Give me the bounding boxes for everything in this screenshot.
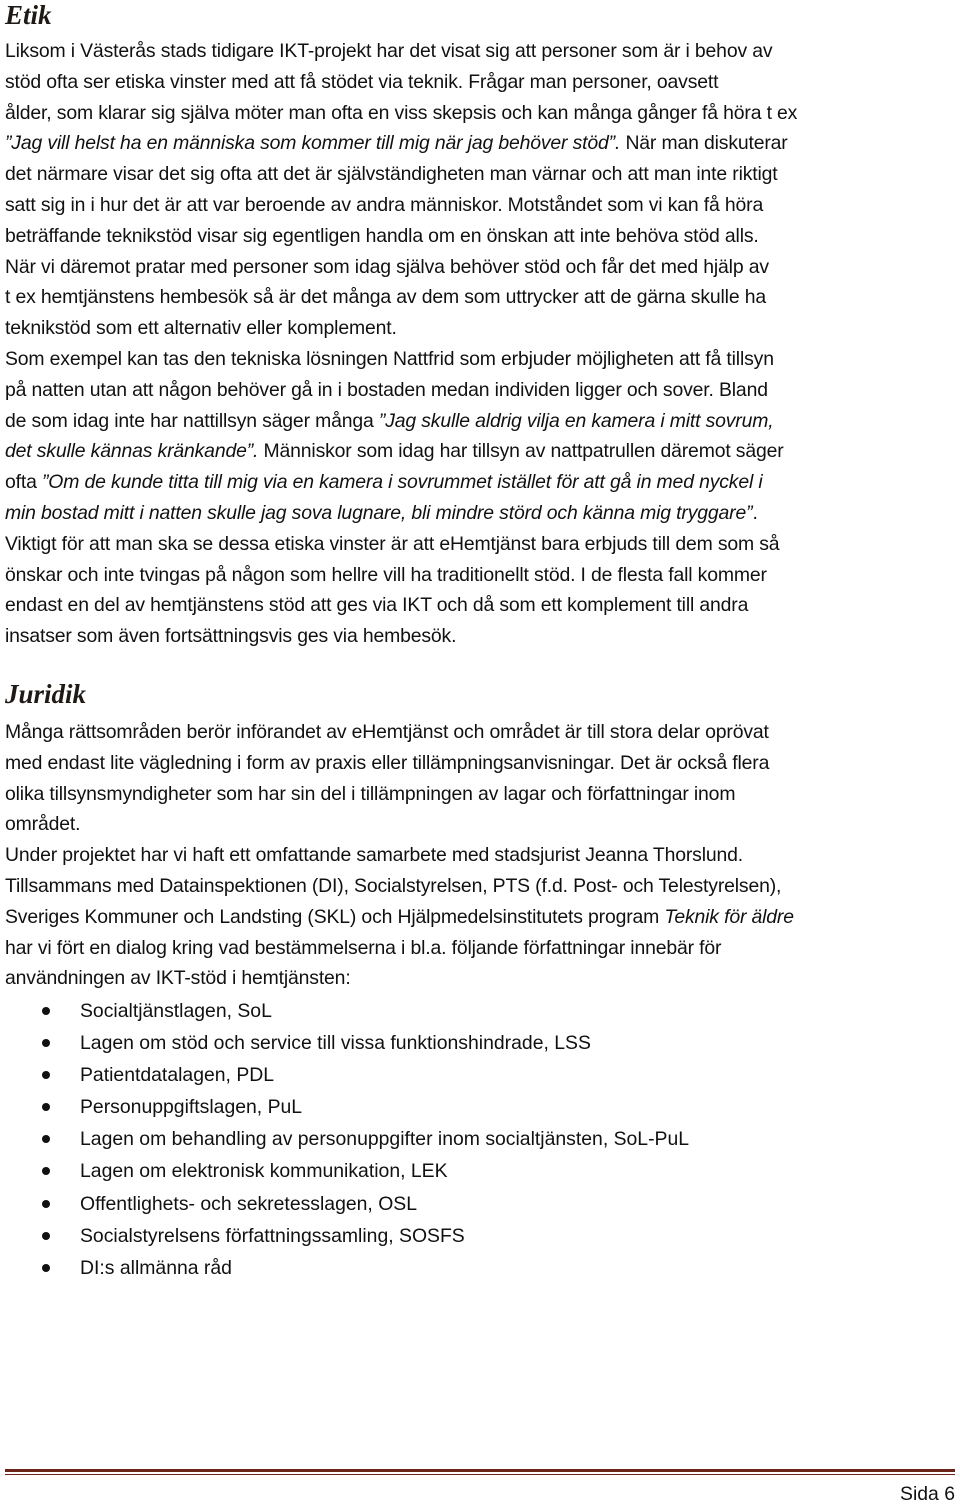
juridik-line bbox=[5, 717, 955, 748]
etik-text-run: . bbox=[752, 501, 758, 524]
etik-text-run: Som exempel kan tas den tekniska lösningen Nattfrid som erbjuder möjligheten att få tillsyn bbox=[5, 347, 774, 370]
law-list-item: Socialstyrelsens författningssamling, SOSFS bbox=[5, 1220, 689, 1252]
law-list bbox=[5, 995, 689, 1284]
etik-text-run: teknikstöd som ett alternativ eller komplement. bbox=[5, 317, 397, 340]
etik-line bbox=[5, 406, 955, 437]
etik-text-run: ”Jag vill helst ha en människa som kommer till mig när jag behöver stöd”. bbox=[5, 132, 621, 155]
juridik-line bbox=[5, 809, 955, 840]
etik-line bbox=[5, 67, 955, 98]
etik-line bbox=[5, 375, 955, 406]
etik-line bbox=[5, 344, 955, 375]
law-list-item: Patientdatalagen, PDL bbox=[5, 1059, 689, 1091]
section-heading-etik: Etik bbox=[5, 0, 52, 30]
law-list-item: DI:s allmänna råd bbox=[5, 1252, 689, 1284]
juridik-text-run: användningen av IKT-stöd i hemtjänsten: bbox=[5, 967, 351, 990]
etik-text-run: på natten utan att någon behöver gå in i bostaden medan individen ligger och sover. Bland bbox=[5, 378, 768, 401]
juridik-text-run: Många rättsområden berör införandet av eHemtjänst och området är till stora delar oprövat bbox=[5, 721, 769, 743]
etik-line bbox=[5, 498, 955, 529]
etik-line bbox=[5, 621, 955, 652]
page-number: Sida 6 bbox=[900, 1483, 955, 1505]
law-list-item: Offentlighets- och sekretesslagen, OSL bbox=[5, 1188, 689, 1220]
juridik-line bbox=[5, 963, 955, 994]
juridik-text-run: Tillsammans med Datainspektionen (DI), Socialstyrelsen, PTS (f.d. Post- och Telestyrelsen), bbox=[5, 874, 782, 897]
juridik-text-run: området. bbox=[5, 813, 81, 836]
etik-line bbox=[5, 467, 955, 498]
juridik-body-text bbox=[5, 717, 955, 994]
etik-text-run: ofta bbox=[5, 471, 42, 494]
etik-text-run: stöd ofta ser etiska vinster med att få stödet via teknik. Frågar man personer, oavsett bbox=[5, 70, 719, 93]
law-list-item: Socialtjänstlagen, SoL bbox=[5, 995, 689, 1027]
juridik-line bbox=[5, 871, 955, 902]
etik-text-run: önskar och inte tvingas på någon som hellre vill ha traditionellt stöd. I de flesta fall kommer bbox=[5, 563, 767, 586]
etik-line bbox=[5, 221, 955, 252]
etik-text-run: de som idag inte har nattillsyn säger många bbox=[5, 409, 379, 432]
etik-text-run: När vi däremot pratar med personer som idag själva behöver stöd och får det med hjälp av bbox=[5, 255, 769, 278]
etik-text-run: beträffande teknikstöd visar sig egentligen handla om en önskan att inte behöva stöd alls. bbox=[5, 224, 759, 247]
juridik-text-run: Under projektet har vi haft ett omfattande samarbete med stadsjurist Jeanna Thorslund. bbox=[5, 844, 743, 867]
etik-line bbox=[5, 252, 955, 283]
etik-text-run: t ex hemtjänstens hembesök så är det många av dem som uttrycker att de gärna skulle ha bbox=[5, 286, 766, 309]
juridik-line bbox=[5, 748, 955, 779]
juridik-line bbox=[5, 933, 955, 964]
juridik-text-run: Sveriges Kommuner och Landsting (SKL) och Hjälpmedelsinstitutets program bbox=[5, 905, 665, 928]
law-list-item: Lagen om stöd och service till vissa funktionshindrade, LSS bbox=[5, 1027, 689, 1059]
law-list-item: Personuppgiftslagen, PuL bbox=[5, 1091, 689, 1123]
etik-line bbox=[5, 190, 955, 221]
etik-line bbox=[5, 529, 955, 560]
juridik-line bbox=[5, 902, 955, 933]
law-list-item: Lagen om behandling av personuppgifter inom socialtjänsten, SoL-PuL bbox=[5, 1123, 689, 1155]
etik-line bbox=[5, 98, 955, 129]
etik-line bbox=[5, 313, 955, 344]
etik-text-run: Viktigt för att man ska se dessa etiska vinster är att eHemtjänst bara erbjuds till dem som så bbox=[5, 532, 780, 555]
etik-line bbox=[5, 560, 955, 591]
etik-text-run: endast en del av hemtjänstens stöd att ges via IKT och då som ett komplement till andra bbox=[5, 594, 749, 617]
footer-rule bbox=[5, 1469, 955, 1472]
etik-text-run: ålder, som klarar sig själva möter man ofta en viss skepsis och kan många gånger få höra t ex bbox=[5, 101, 798, 124]
etik-line bbox=[5, 282, 955, 313]
etik-line bbox=[5, 159, 955, 190]
etik-text-run: min bostad mitt i natten skulle jag sova lugnare, bli mindre störd och känna mig tryggare” bbox=[5, 501, 753, 524]
etik-text-run: insatser som även fortsättningsvis ges via hembesök. bbox=[5, 625, 457, 648]
etik-line bbox=[5, 590, 955, 621]
etik-line bbox=[5, 128, 955, 159]
etik-text-run: det skulle kännas kränkande”. bbox=[5, 440, 259, 463]
etik-text-run: Liksom i Västerås stads tidigare IKT-projekt har det visat sig att personer som är i behov av bbox=[5, 40, 773, 62]
juridik-text-run: olika tillsynsmyndigheter som har sin del i tillämpningen av lagar och författningar inom bbox=[5, 782, 736, 805]
etik-line bbox=[5, 436, 955, 467]
etik-text-run: ”Om de kunde titta till mig via en kamera i sovrummet istället för att gå in med nyckel i bbox=[41, 471, 763, 494]
etik-text-run: satt sig in i hur det är att var beroende av andra människor. Motståndet som vi kan få höra bbox=[5, 193, 764, 216]
etik-text-run: Människor som idag har tillsyn av nattpatrullen däremot säger bbox=[258, 440, 784, 463]
etik-line bbox=[5, 36, 955, 67]
section-heading-juridik: Juridik bbox=[5, 679, 87, 709]
juridik-line bbox=[5, 840, 955, 871]
etik-text-run: ”Jag skulle aldrig vilja en kamera i mitt sovrum, bbox=[378, 409, 774, 432]
law-list-item: Lagen om elektronisk kommunikation, LEK bbox=[5, 1155, 689, 1187]
juridik-line bbox=[5, 779, 955, 810]
juridik-text-run: Teknik för äldre bbox=[664, 905, 794, 928]
etik-text-run: det närmare visar det sig ofta att det är självständigheten man värnar och att man inte riktigt bbox=[5, 163, 778, 186]
etik-text-run: När man diskuterar bbox=[620, 132, 788, 155]
etik-body-text bbox=[5, 36, 955, 652]
juridik-text-run: har vi fört en dialog kring vad bestämmelserna i bl.a. följande författningar innebär för bbox=[5, 936, 722, 959]
juridik-text-run: med endast lite vägledning i form av praxis eller tillämpningsanvisningar. Det är också flera bbox=[5, 751, 770, 774]
footer-rule-thin bbox=[5, 1474, 955, 1475]
